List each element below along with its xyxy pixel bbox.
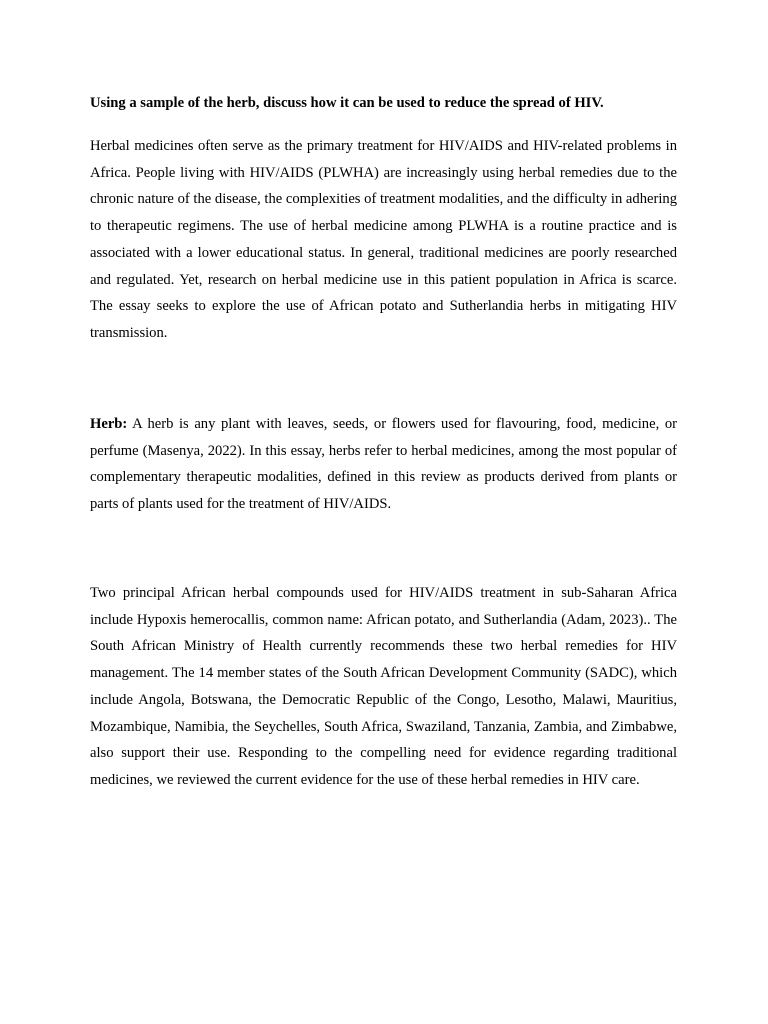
paragraph-herb-definition <box>90 411 677 518</box>
document-title: Using a sample of the herb, discuss how it can be used to reduce the spread of HIV. <box>90 95 604 111</box>
paragraph-introduction: Herbal medicines often serve as the primary treatment for HIV/AIDS and HIV-related problems in Africa. People living with HIV/AIDS (PLWHA) are increasingly using herbal remedies due to the chronic nature of the disease, the complexities of treatment modalities, and the difficulty in adhering to therapeutic regimens. The use of herbal medicine among PLWHA is a routine practice and is associated with a lower educational status. In general, traditional medicines are poorly researched and regulated. Yet, research on herbal medicine use in this patient population in Africa is scarce. The essay seeks to explore the use of African potato and Sutherlandia herbs in mitigating HIV transmission. <box>90 138 677 341</box>
herb-term: Herb: <box>90 416 128 432</box>
paragraph-african-herbs: Two principal African herbal compounds used for HIV/AIDS treatment in sub-Saharan Africa include Hypoxis hemerocallis, common name: African potato, and Sutherlandia (Adam, 2023).. The South African Ministry of Health currently recommends these two herbal remedies for HIV management. The 14 member states of the South African Development Community (SADC), which include Angola, Botswana, the Democratic Republic of the Congo, Lesotho, Malawi, Mauritius, Mozambique, Namibia, the Seychelles, South Africa, Swaziland, Tanzania, Zambia, and Zimbabwe, also support their use. Responding to the compelling need for evidence regarding traditional medicines, we reviewed the current evidence for the use of these herbal remedies in HIV care. <box>90 585 677 788</box>
herb-definition-text: A herb is any plant with leaves, seeds, or flowers used for flavouring, food, medicine, or perfume (Masenya, 2022). In this essay, herbs refer to herbal medicines, among the most popular of complementary therapeutic modalities, defined in this review as products derived from plants or parts of plants used for the treatment of HIV/AIDS. <box>90 416 677 513</box>
